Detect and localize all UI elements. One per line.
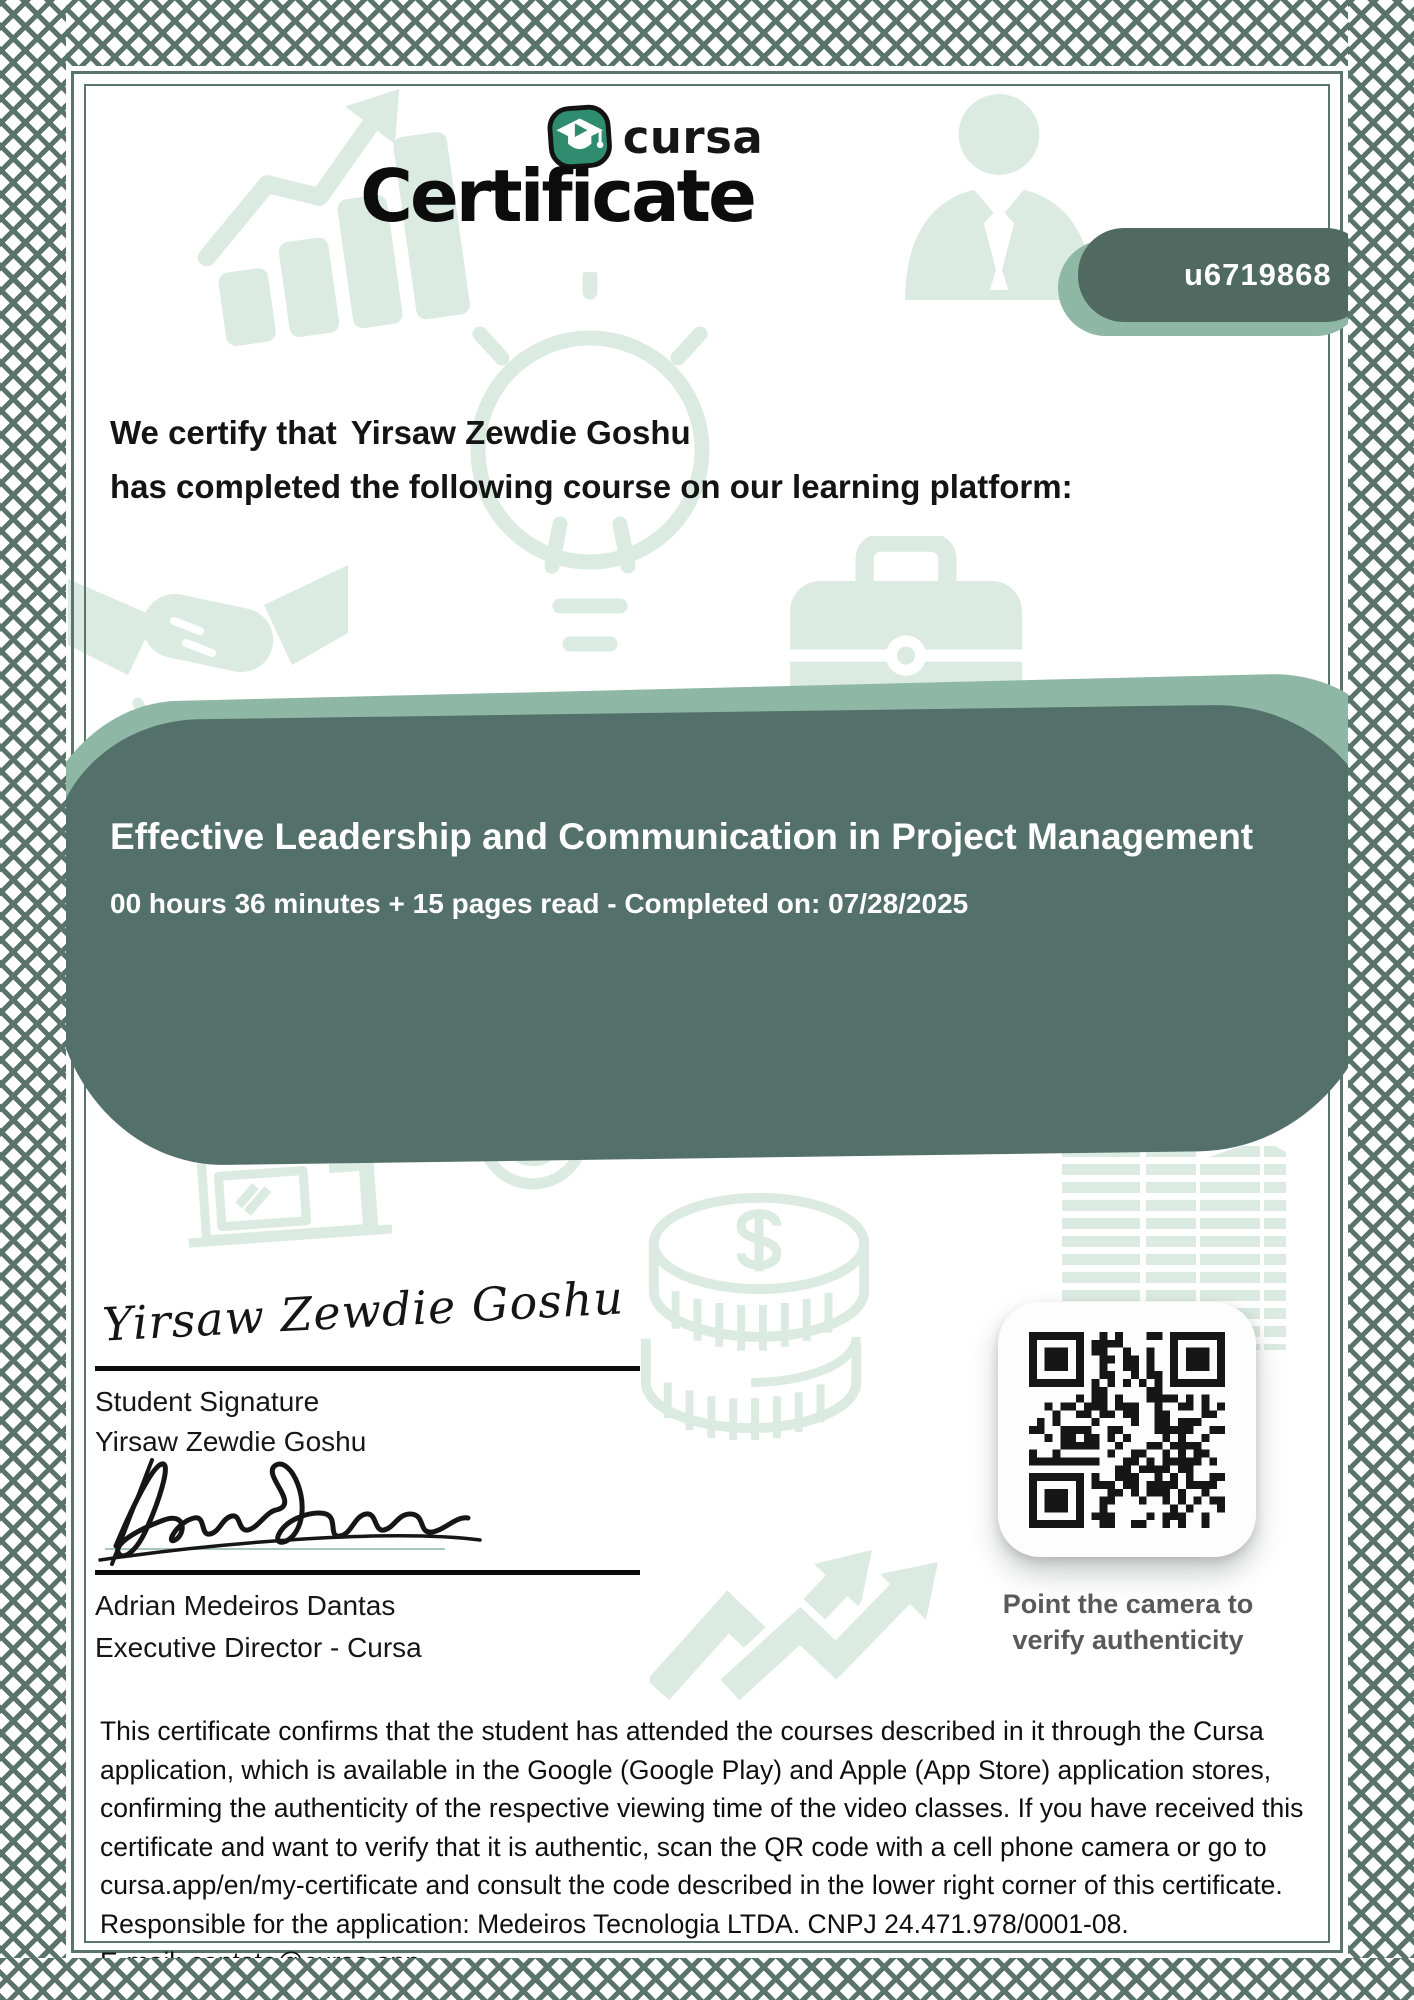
course-meta: 00 hours 36 minutes + 15 pages read - Completed on: 07/28/2025 — [110, 888, 969, 919]
course-title: Effective Leadership and Communication in Project Management — [110, 816, 1254, 857]
qr-caption-line1: Point the camera to — [1002, 1589, 1254, 1619]
director-signature-script — [88, 1450, 488, 1570]
course-blob — [49, 703, 1389, 1168]
border-pattern-right — [1348, 0, 1414, 2000]
student-signature-role: Student Signature — [95, 1386, 320, 1417]
student-signature-script: Yirsaw Zewdie Goshu — [100, 1270, 626, 1352]
qr-caption — [958, 1586, 1298, 1658]
qr-caption-line2: verify authenticity — [1012, 1625, 1244, 1655]
certificate-id-badge — [1078, 228, 1372, 322]
director-name: Adrian Medeiros Dantas — [95, 1590, 396, 1621]
certify-prefix: We certify that — [110, 414, 337, 451]
border-pattern-left — [0, 0, 66, 2000]
certificate-id: u6719868 — [1184, 257, 1332, 292]
qr-code — [1029, 1332, 1225, 1528]
qr-card — [998, 1302, 1256, 1557]
student-signature-name: Yirsaw Zewdie Goshu — [95, 1426, 367, 1457]
border-pattern-bottom — [0, 1958, 1414, 2000]
certify-line-2: has completed the following course on our learning platform: — [110, 468, 1073, 505]
director-role: Executive Director - Cursa — [95, 1632, 422, 1663]
director-signature-line — [95, 1570, 640, 1575]
certify-statement — [110, 406, 1073, 514]
cursa-wordmark: cursa — [622, 110, 764, 164]
border-pattern-top — [0, 0, 1414, 66]
page-title: Certificate — [360, 154, 754, 238]
student-name: Yirsaw Zewdie Goshu — [350, 414, 691, 451]
student-signature-line — [95, 1366, 640, 1371]
footer-body: This certificate confirms that the student has attended the courses described in it through the Cursa application, which is available in the Google (Google Play) and Apple (App Store) application stores, confirming the authenticity of the respective viewing time of the video classes. If you have received this certificate and want to verify that it is authentic, scan the QR code with a cell phone camera or go to cursa.app/en/my-certificate and consult the code described in the lower right corner of this certificate. Responsible for the application: Medeiros Tecnologia LTDA. CNPJ 24.471.978/0001-08. — [100, 1716, 1304, 1939]
footer-disclaimer — [100, 1712, 1338, 1982]
certify-line-1 — [110, 406, 1073, 460]
